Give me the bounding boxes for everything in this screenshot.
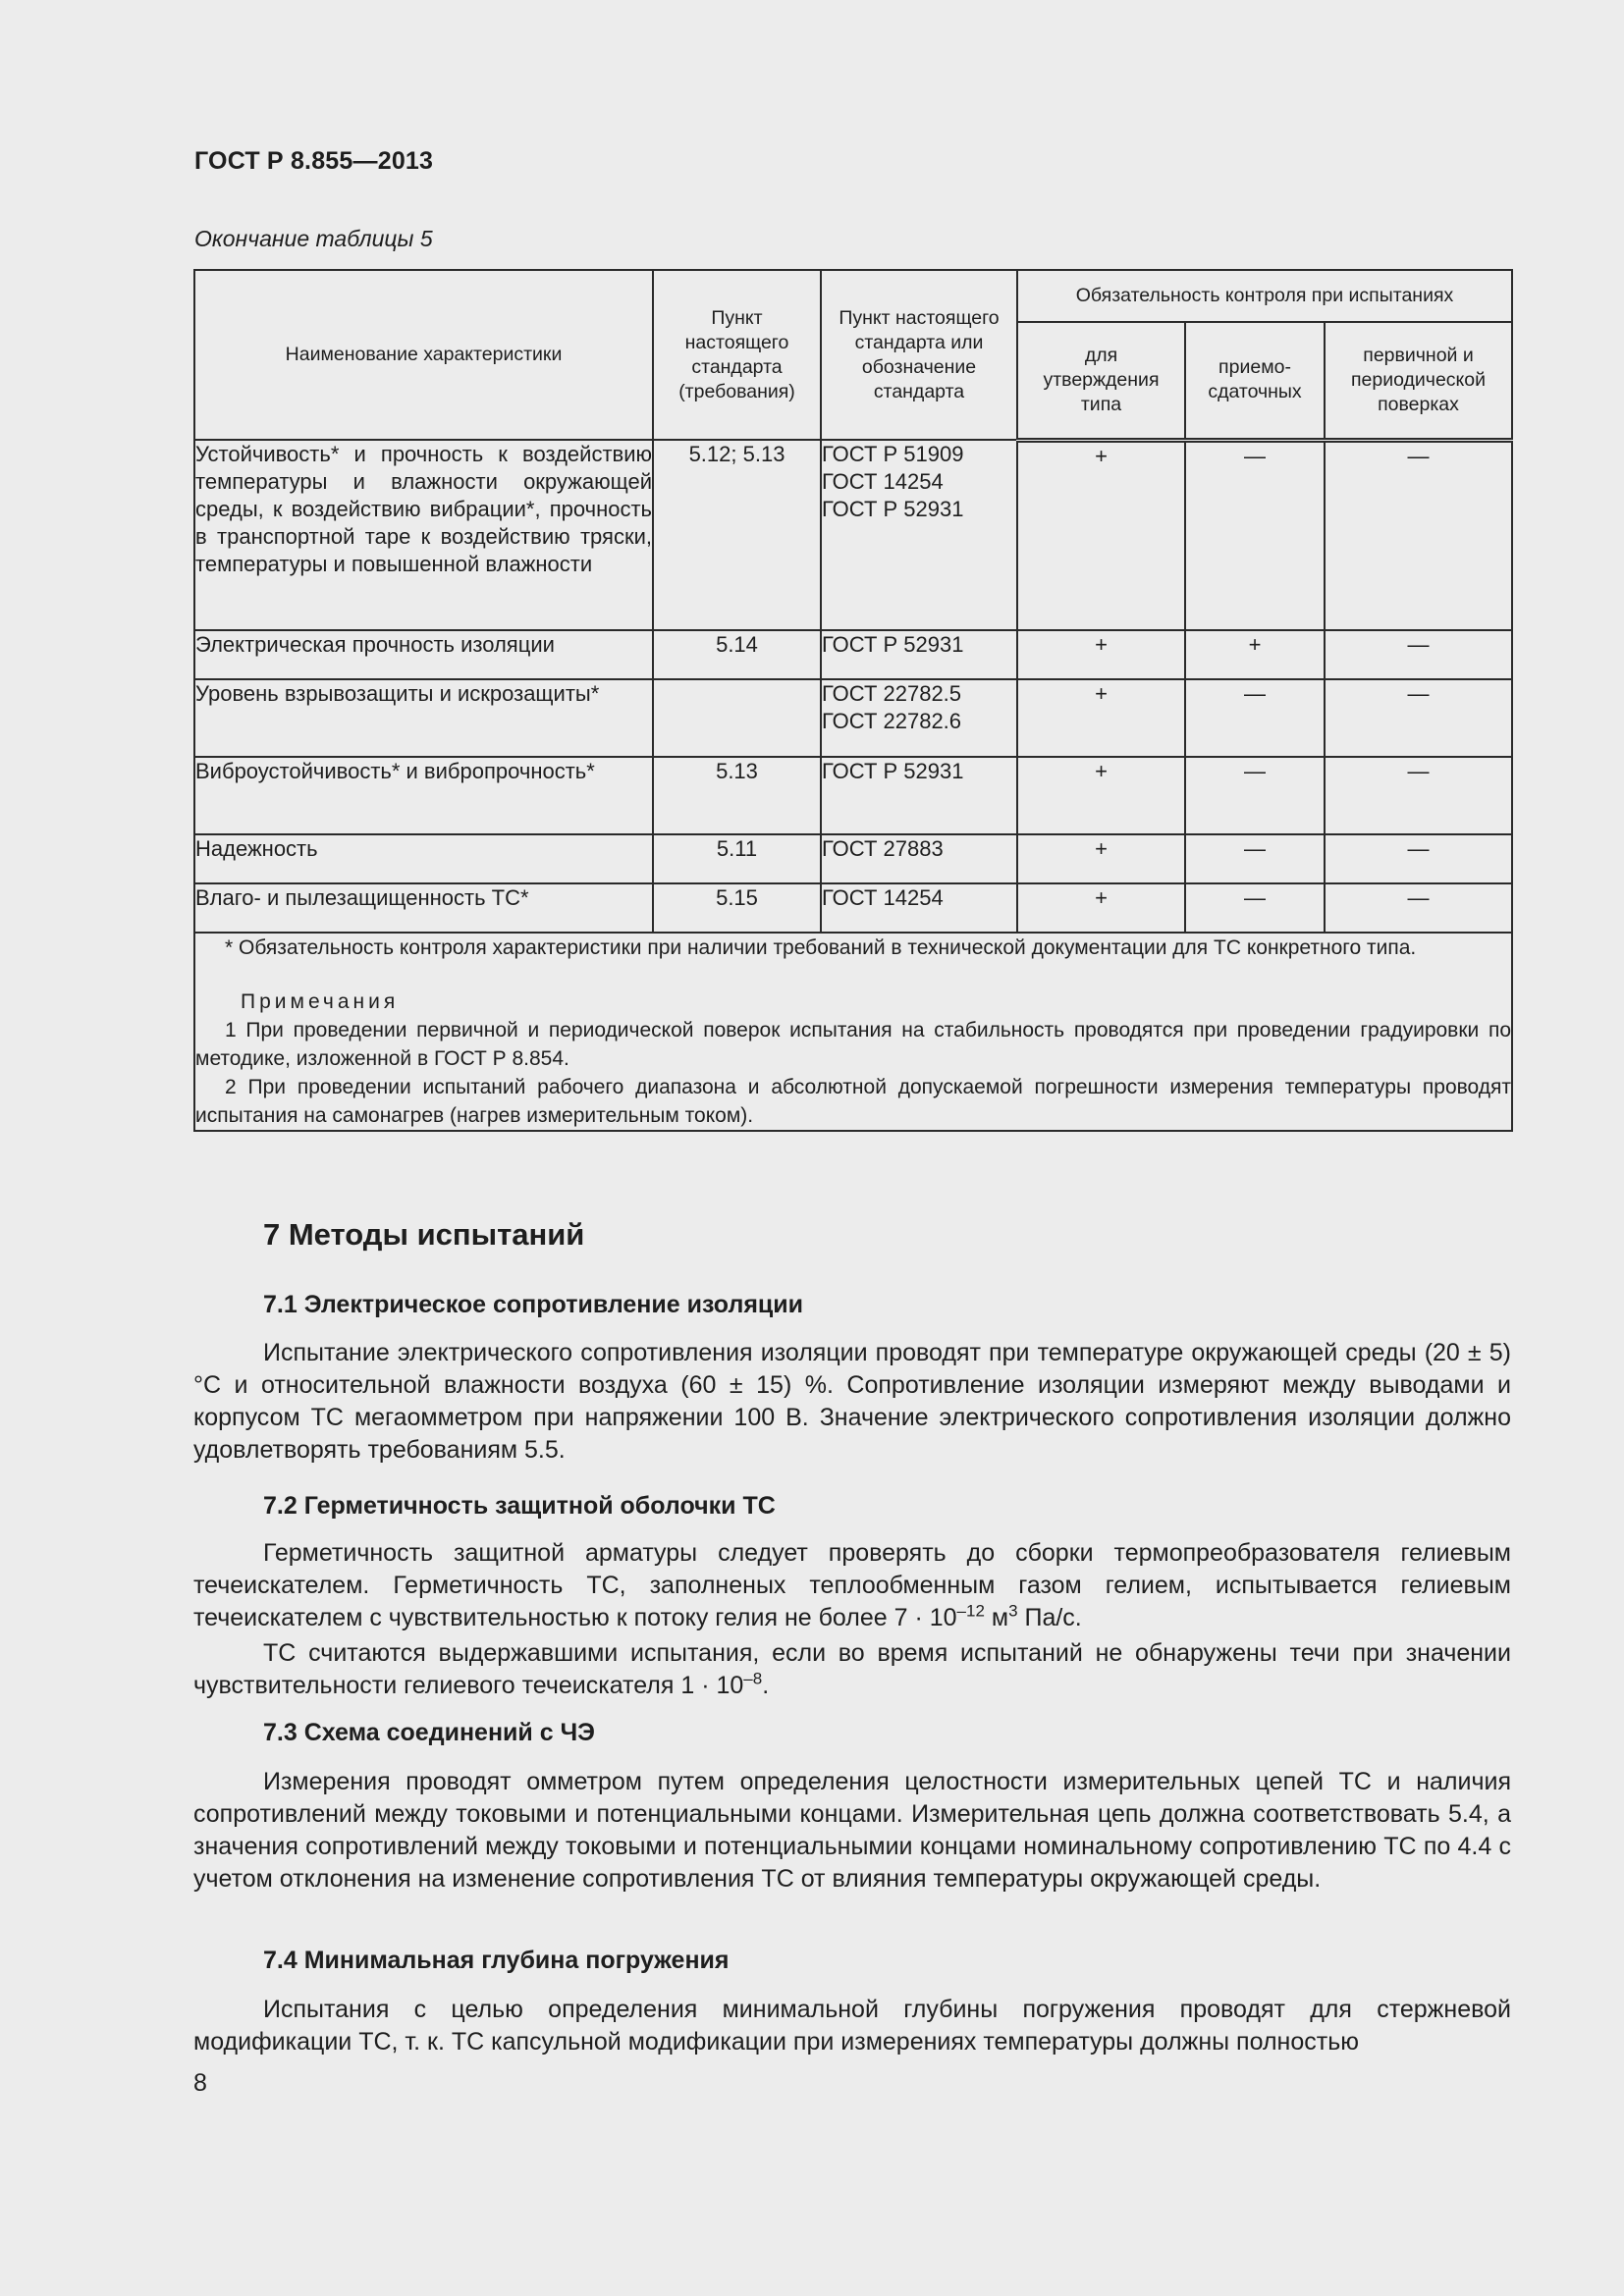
cell-standards [821,883,1017,933]
cell-approval: + [1017,630,1185,679]
paragraph-7-4: Испытания с целью определения минимальной глубины погружения проводят для стержневой модификации ТС, т. к. ТС капсульной модификации при измерениях температуры должны полностью [193,1996,1511,2056]
paragraph-7-2-2: ТС считаются выдержавшими испытания, если во время испытаний не обнаружены течи при значении чувствительности гелиевого течеискателя $1 \cdot 10^{-8}$. [193,1639,1511,1699]
cell-name: Устойчивость* и прочность к воздействию температуры и влажности окружающей среды, к воздействию вибрации*, прочность в транспортной таре к воздействию тряски, температуры и повышенной влажности [194,440,653,630]
header-control-group: Обязательность контроля при испытаниях [1017,270,1512,322]
cell-standards [821,440,1017,630]
standard-ref: ГОСТ 22782.6 [822,709,962,733]
cell-periodic: — [1325,834,1512,883]
cell-clause: 5.12; 5.13 [653,440,821,630]
standard-ref: ГОСТ Р 51909 [822,442,964,466]
table-notes-row [194,933,1512,1131]
document-code-header: ГОСТ Р 8.855—2013 [194,147,434,175]
cell-approval: + [1017,440,1185,630]
standard-ref: ГОСТ Р 52931 [822,497,964,521]
header-acceptance: приемо-сдаточных [1185,322,1325,440]
section-title: 7 Методы испытаний [263,1217,585,1252]
cell-name: Надежность [194,834,653,883]
requirements-table [193,269,1513,1132]
cell-name: Электрическая прочность изоляции [194,630,653,679]
subsection-title-7-3: 7.3 Схема соединений с ЧЭ [263,1719,595,1746]
table-row [194,757,1512,834]
header-periodic: первичной и периодической поверках [1325,322,1512,440]
standard-ref: ГОСТ 14254 [822,885,944,910]
header-name: Наименование характеристики [194,270,653,440]
cell-name: Уровень взрывозащиты и искрозащиты* [194,679,653,757]
cell-periodic: — [1325,679,1512,757]
paragraph-7-2-1: Герметичность защитной арматуры следует проверять до сборки термопреобразователя гелиевым течеискателем. Герметичность ТС, заполненых теплообменным газом гелием, испытывается гелиевым течеискателем с чувствительностью к потоку гелия не более $7 \cdot 10^{-12}$ $м^3$ Па/с. [193,1539,1511,1631]
notes-heading: Примечания [241,990,400,1013]
cell-clause: 5.13 [653,757,821,834]
standard-ref: ГОСТ 14254 [822,469,944,494]
note-item: 1 При проведении первичной и периодической поверок испытания на стабильность проводятся при проведении градуировки по методике, изложенной в ГОСТ Р 8.854. [195,1019,1512,1070]
subsection-title-7-4: 7.4 Минимальная глубина погружения [263,1947,730,1974]
standard-ref: ГОСТ 22782.5 [822,681,962,706]
subsection-title-7-1: 7.1 Электрическое сопротивление изоляции [263,1291,804,1318]
cell-clause: 5.15 [653,883,821,933]
table-row [194,630,1512,679]
cell-clause [653,679,821,757]
cell-acceptance: — [1185,883,1325,933]
cell-periodic: — [1325,883,1512,933]
cell-periodic: — [1325,630,1512,679]
header-standard: Пункт настоящего стандарта или обозначение стандарта [821,270,1017,440]
cell-standards [821,757,1017,834]
table-row [194,679,1512,757]
cell-clause: 5.14 [653,630,821,679]
cell-standards [821,679,1017,757]
standard-ref: ГОСТ Р 52931 [822,632,964,657]
cell-standards [821,630,1017,679]
table-footnote: * Обязательность контроля характеристики при наличии требований в технической документации для ТС конкретного типа. [225,936,1417,959]
cell-acceptance: — [1185,757,1325,834]
cell-name: Влаго- и пылезащищенность ТС* [194,883,653,933]
cell-periodic: — [1325,757,1512,834]
table-row [194,883,1512,933]
cell-acceptance: — [1185,834,1325,883]
cell-approval: + [1017,757,1185,834]
table-row [194,834,1512,883]
cell-name: Виброустойчивость* и вибропрочность* [194,757,653,834]
standard-ref: ГОСТ 27883 [822,836,944,861]
paragraph-7-3: Измерения проводят омметром путем определения целостности измерительных цепей ТС и наличия сопротивлений между токовыми и потенциальными концами. Измерительная цепь должна соответствовать 5.4, а значения сопротивлений между токовыми и потенциальнымии концами номинальному сопротивлению ТС по 4.4 с учетом отклонения на изменение сопротивления ТС от влияния температуры окружающей среды. [193,1768,1511,1893]
paragraph-7-1: Испытание электрического сопротивления изоляции проводят при температуре окружающей среды (20 ± 5) °С и относительной влажности воздуха (60 ± 15) %. Сопротивление изоляции измеряют между выводами и корпусом ТС мегаомметром при напряжении 100 В. Значение электрического сопротивления изоляции должно удовлетворять требованиям 5.5. [193,1339,1511,1464]
cell-approval: + [1017,679,1185,757]
page-number: 8 [193,2069,207,2097]
cell-approval: + [1017,883,1185,933]
table-notes [194,933,1512,1131]
cell-acceptance: — [1185,679,1325,757]
header-clause: Пункт настоящего стандарта (требования) [653,270,821,440]
subsection-title-7-2: 7.2 Герметичность защитной оболочки ТС [263,1492,776,1520]
header-approval: для утверждения типа [1017,322,1185,440]
cell-standards [821,834,1017,883]
cell-clause: 5.11 [653,834,821,883]
cell-acceptance: + [1185,630,1325,679]
note-item: 2 При проведении испытаний рабочего диапазона и абсолютной допускаемой погрешности измерения температуры проводят испытания на самонагрев (нагрев измерительным током). [195,1076,1512,1127]
cell-approval: + [1017,834,1185,883]
cell-periodic: — [1325,440,1512,630]
table-row [194,440,1512,630]
standard-ref: ГОСТ Р 52931 [822,759,964,783]
table-caption: Окончание таблицы 5 [194,226,433,251]
cell-acceptance: — [1185,440,1325,630]
